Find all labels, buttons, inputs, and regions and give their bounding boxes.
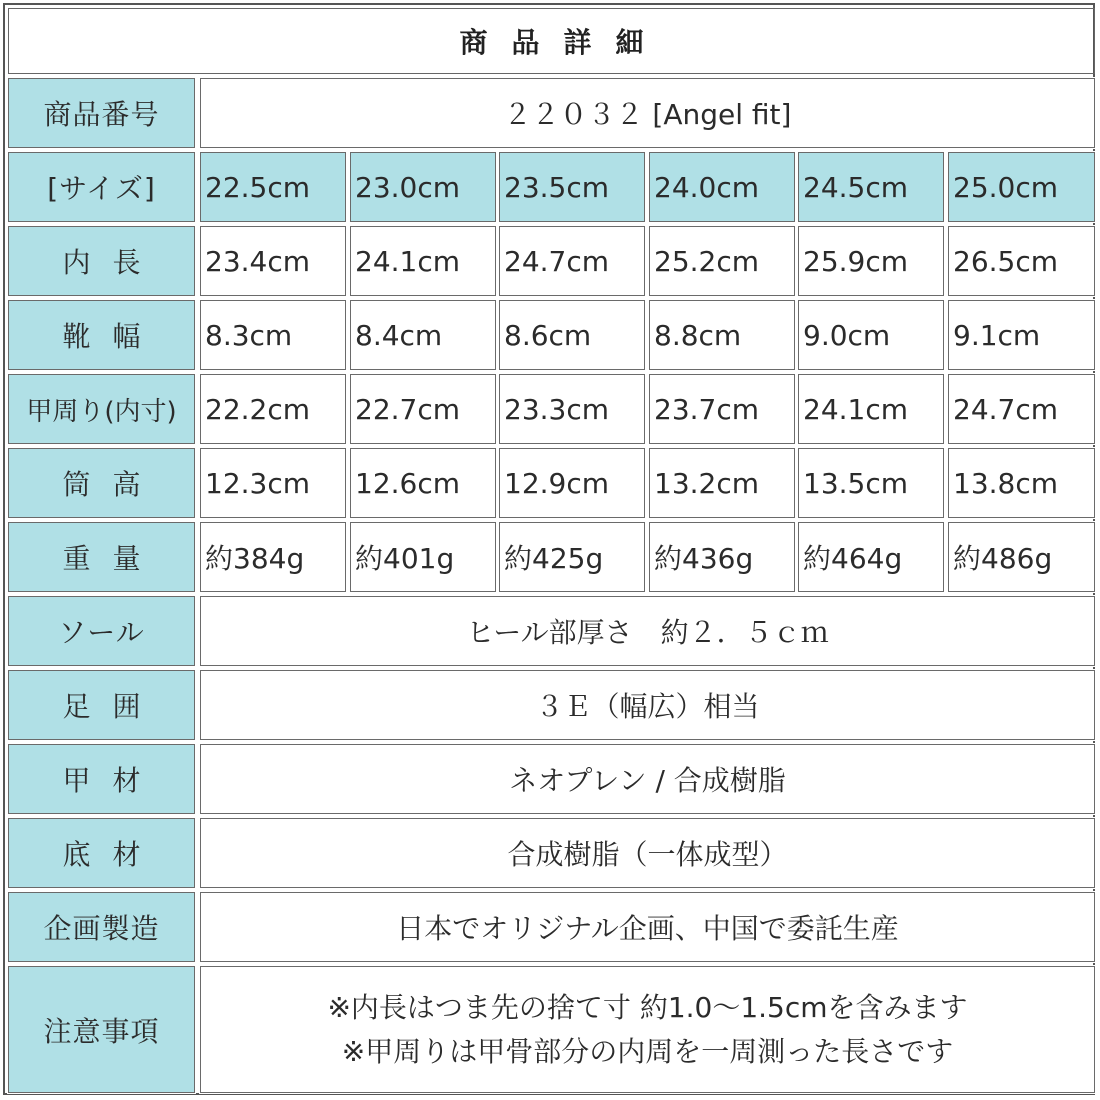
measure-cell: 9.0cm	[798, 300, 944, 370]
measure-cell: 26.5cm	[948, 226, 1095, 296]
size-cell: 24.0cm	[649, 152, 795, 222]
weight-label: 重量	[8, 522, 195, 592]
measure-cell: 8.4cm	[350, 300, 496, 370]
measure-cell: 12.6cm	[350, 448, 496, 518]
page-title: 商品詳細	[8, 8, 1095, 74]
product-number-value: ２２０３２ [Angel fit]	[200, 78, 1095, 148]
size-cell: 23.0cm	[350, 152, 496, 222]
foot-girth-value: ３Ｅ（幅広）相当	[200, 670, 1095, 740]
measure-cell: 12.9cm	[499, 448, 645, 518]
measure-cell: 約425g	[499, 522, 645, 592]
measure-cell: 23.7cm	[649, 374, 795, 444]
measure-cell: 12.3cm	[200, 448, 346, 518]
measure-cell: 23.4cm	[200, 226, 346, 296]
shoe-width-label: 靴幅	[8, 300, 195, 370]
sole-material-label: 底材	[8, 818, 195, 888]
upper-material-label: 甲材	[8, 744, 195, 814]
measure-cell: 13.5cm	[798, 448, 944, 518]
measure-cell: 9.1cm	[948, 300, 1095, 370]
measure-cell: 13.2cm	[649, 448, 795, 518]
measure-cell: 8.8cm	[649, 300, 795, 370]
manufacturing-value: 日本でオリジナル企画、中国で委託生産	[200, 892, 1095, 962]
measure-cell: 24.1cm	[350, 226, 496, 296]
size-label: [サイズ]	[8, 152, 195, 222]
measure-cell: 24.7cm	[948, 374, 1095, 444]
note-line: ※甲周りは甲骨部分の内周を一周測った長さです	[341, 1034, 954, 1068]
size-cell: 23.5cm	[499, 152, 645, 222]
measure-cell: 約401g	[350, 522, 496, 592]
product-number-label: 商品番号	[8, 78, 195, 148]
measure-cell: 約486g	[948, 522, 1095, 592]
measure-cell: 24.1cm	[798, 374, 944, 444]
upper-material-value: ネオプレン / 合成樹脂	[200, 744, 1095, 814]
sole-value: ヒール部厚さ 約２．５ｃｍ	[200, 596, 1095, 666]
measure-cell: 約384g	[200, 522, 346, 592]
size-cell: 24.5cm	[798, 152, 944, 222]
measure-cell: 22.2cm	[200, 374, 346, 444]
sole-label: ソール	[8, 596, 195, 666]
measure-cell: 24.7cm	[499, 226, 645, 296]
measure-cell: 23.3cm	[499, 374, 645, 444]
instep-girth-label: 甲周り(内寸)	[8, 374, 195, 444]
manufacturing-label: 企画製造	[8, 892, 195, 962]
measure-cell: 8.6cm	[499, 300, 645, 370]
measure-cell: 13.8cm	[948, 448, 1095, 518]
note-line: ※内長はつま先の捨て寸 約1.0～1.5cmを含みます	[327, 990, 968, 1024]
notes-value	[200, 966, 1095, 1093]
measure-cell: 25.9cm	[798, 226, 944, 296]
size-cell: 22.5cm	[200, 152, 346, 222]
measure-cell: 25.2cm	[649, 226, 795, 296]
shaft-height-label: 筒高	[8, 448, 195, 518]
measure-cell: 22.7cm	[350, 374, 496, 444]
measure-cell: 約464g	[798, 522, 944, 592]
notes-label: 注意事項	[8, 966, 195, 1093]
measure-cell: 8.3cm	[200, 300, 346, 370]
foot-girth-label: 足囲	[8, 670, 195, 740]
sole-material-value: 合成樹脂（一体成型）	[200, 818, 1095, 888]
measure-cell: 約436g	[649, 522, 795, 592]
size-cell: 25.0cm	[948, 152, 1095, 222]
inner-length-label: 内長	[8, 226, 195, 296]
